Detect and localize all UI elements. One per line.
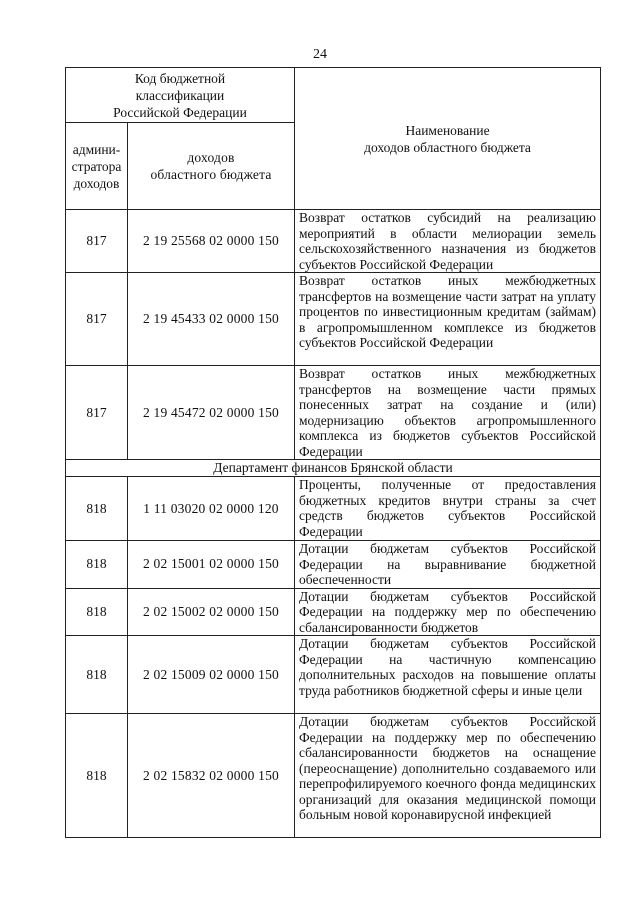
name-header-line: доходов областного бюджета	[364, 139, 531, 155]
admin-code-cell: 818	[66, 714, 128, 838]
table-row	[66, 210, 601, 273]
code-group-line: классификации	[135, 87, 225, 103]
header-row-top	[66, 68, 601, 123]
section-row	[66, 460, 601, 477]
admin-code-cell: 818	[66, 588, 128, 636]
income-header-line: доходов	[187, 150, 235, 165]
code-group-line: Российской Федерации	[113, 104, 247, 120]
table-row	[66, 477, 601, 541]
income-header-line: областного бюджета	[150, 167, 272, 182]
table-row	[66, 714, 601, 838]
income-code-cell: 2 19 45472 02 0000 150	[128, 366, 295, 460]
name-header-line: Наименование	[405, 122, 490, 138]
admin-code-cell: 818	[66, 636, 128, 714]
table-row	[66, 541, 601, 589]
page-number: 24	[313, 47, 327, 62]
admin-header-line: стратора	[71, 158, 122, 174]
admin-header-line: админи-	[72, 141, 121, 157]
name-column-header	[295, 68, 601, 210]
income-code-cell: 1 11 03020 02 0000 120	[128, 477, 295, 541]
income-name-cell: Возврат остатков иных межбюджетных трансфертов на возмещение части затрат на уплату процентов по инвестиционным кредитам (займам) в агропромышленном комплексе из бюджетов субъектов Российской Федерации	[295, 273, 601, 366]
table-row	[66, 273, 601, 366]
income-name-cell: Дотации бюджетам субъектов Российской Федерации на поддержку мер по обеспечению сбалансированности бюджетов	[295, 588, 601, 636]
income-name-cell: Возврат остатков субсидий на реализацию мероприятий в области мелиорации земель сельскохозяйственного назначения из бюджетов субъектов Российской Федерации	[295, 210, 601, 273]
income-code-cell: 2 02 15001 02 0000 150	[128, 541, 295, 589]
income-code-cell: 2 02 15832 02 0000 150	[128, 714, 295, 838]
income-name-cell: Проценты, полученные от предоставления бюджетных кредитов внутри страны за счет средств бюджетов субъектов Российской Федерации	[295, 477, 601, 541]
admin-column-header	[66, 123, 128, 210]
table-row	[66, 588, 601, 636]
code-group-line: Код бюджетной	[134, 70, 226, 86]
income-code-cell: 2 19 45433 02 0000 150	[128, 273, 295, 366]
income-code-cell: 2 02 15009 02 0000 150	[128, 636, 295, 714]
table-row	[66, 636, 601, 714]
income-name-cell: Дотации бюджетам субъектов Российской Федерации на частичную компенсацию дополнительных расходов на повышение оплаты труда работников бюджетной сферы и иные цели	[295, 636, 601, 714]
admin-code-cell: 817	[66, 366, 128, 460]
admin-code-cell: 818	[66, 541, 128, 589]
income-column-header	[128, 123, 295, 210]
section-title: Департамент финансов Брянской области	[66, 460, 601, 477]
income-name-cell: Дотации бюджетам субъектов Российской Федерации на поддержку мер по обеспечению сбалансированности бюджетов на оснащение (переоснащение) дополнительно создаваемого или перепрофилируемого коечного фонда медицинских организаций для оказания медицинской помощи больным новой коронавирусной инфекцией	[295, 714, 601, 838]
income-name-cell: Дотации бюджетам субъектов Российской Федерации на выравнивание бюджетной обеспеченности	[295, 541, 601, 589]
admin-code-cell: 817	[66, 273, 128, 366]
admin-code-cell: 818	[66, 477, 128, 541]
income-code-cell: 2 02 15002 02 0000 150	[128, 588, 295, 636]
admin-code-cell: 817	[66, 210, 128, 273]
table-row	[66, 366, 601, 460]
admin-header-line: доходов	[73, 175, 120, 191]
code-group-header	[66, 68, 295, 123]
income-code-cell: 2 19 25568 02 0000 150	[128, 210, 295, 273]
budget-classification-table	[65, 67, 601, 838]
income-name-cell: Возврат остатков иных межбюджетных трансфертов на возмещение части прямых понесенных затрат на создание и (или) модернизацию объектов агропромышленного комплекса из бюджетов субъектов Российской Федерации	[295, 366, 601, 460]
